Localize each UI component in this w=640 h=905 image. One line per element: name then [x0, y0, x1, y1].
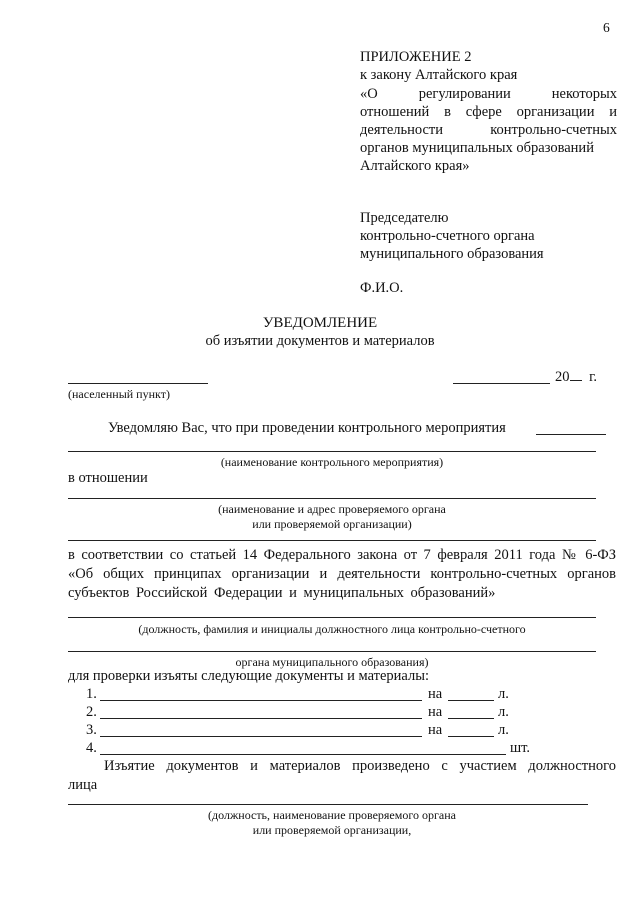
item-count-line [448, 736, 494, 737]
item-line [100, 754, 506, 755]
addressee-line: контрольно-счетного органа [360, 228, 535, 244]
org-line [68, 498, 596, 499]
item-unit: л. [498, 686, 509, 702]
participation-text: Изъятие документов и материалов произведено с участием должностного [104, 758, 616, 774]
place-caption: (населенный пункт) [68, 387, 170, 401]
item-line [100, 718, 422, 719]
year-blank [570, 368, 582, 381]
participation-text: лица [68, 777, 98, 793]
date-year-suffix: г. [589, 369, 598, 385]
event-line [68, 451, 596, 452]
item-on: на [428, 686, 443, 702]
item-line [100, 700, 422, 701]
item-line [100, 736, 422, 737]
item-number: 3. [86, 722, 97, 738]
appendix-line: «О регулировании некоторых [360, 86, 617, 102]
date-year-prefix: 20 [555, 369, 570, 385]
item-count-line [448, 700, 494, 701]
appendix-line: деятельности контрольно-счетных [360, 122, 617, 138]
official-caption: органа муниципального образования) [235, 655, 429, 669]
org-official-caption: (должность, наименование проверяемого органа [208, 808, 456, 822]
seized-intro: для проверки изъяты следующие документы и материалы: [68, 668, 429, 684]
intro-blank [536, 434, 606, 435]
law-line: в соответствии со статьей 14 Федерального закона от 7 февраля 2011 года № 6-ФЗ [68, 547, 616, 563]
appendix-line: Алтайского края» [360, 158, 470, 174]
appendix-title: ПРИЛОЖЕНИЕ 2 [360, 49, 472, 65]
org-official-caption: или проверяемой организации, [252, 823, 412, 837]
appendix-line: к закону Алтайского края [360, 67, 518, 83]
law-line: «Об общих принципах организации и деятельности контрольно-счетных органов [68, 566, 616, 582]
item-on: на [428, 704, 443, 720]
official-line [68, 617, 596, 618]
official-caption: (должность, фамилия и инициалы должностного лица контрольно-счетного [138, 622, 526, 636]
regarding-label: в отношении [68, 470, 148, 486]
org-caption: или проверяемой организации) [252, 517, 412, 531]
notice-title: УВЕДОМЛЕНИЕ [262, 315, 378, 331]
item-number: 4. [86, 740, 97, 756]
org-official-line [68, 804, 588, 805]
addressee-line: Председателю [360, 210, 449, 226]
event-caption: (наименование контрольного мероприятия) [220, 455, 444, 469]
addressee-line: муниципального образования [360, 246, 544, 262]
place-line [68, 383, 208, 384]
item-unit: шт. [510, 740, 531, 756]
page-number: 6 [603, 20, 610, 35]
appendix-line: органов муниципальных образований [360, 140, 594, 156]
item-on: на [428, 722, 443, 738]
item-unit: л. [498, 704, 509, 720]
addressee-fio: Ф.И.О. [360, 280, 404, 296]
item-count-line [448, 718, 494, 719]
item-number: 2. [86, 704, 97, 720]
law-line: субъектов Российской Федерации и муниципальных образований» [68, 585, 496, 601]
item-number: 1. [86, 686, 97, 702]
org-caption: (наименование и адрес проверяемого органа [218, 502, 446, 516]
date-line [453, 383, 550, 384]
intro-text: Уведомляю Вас, что при проведении контрольного мероприятия [108, 420, 506, 436]
item-unit: л. [498, 722, 509, 738]
official-line-2 [68, 651, 596, 652]
org-line-2 [68, 540, 596, 541]
appendix-line: отношений в сфере организации и [360, 104, 617, 120]
date-year [555, 368, 597, 386]
notice-subtitle: об изъятии документов и материалов [205, 333, 435, 349]
